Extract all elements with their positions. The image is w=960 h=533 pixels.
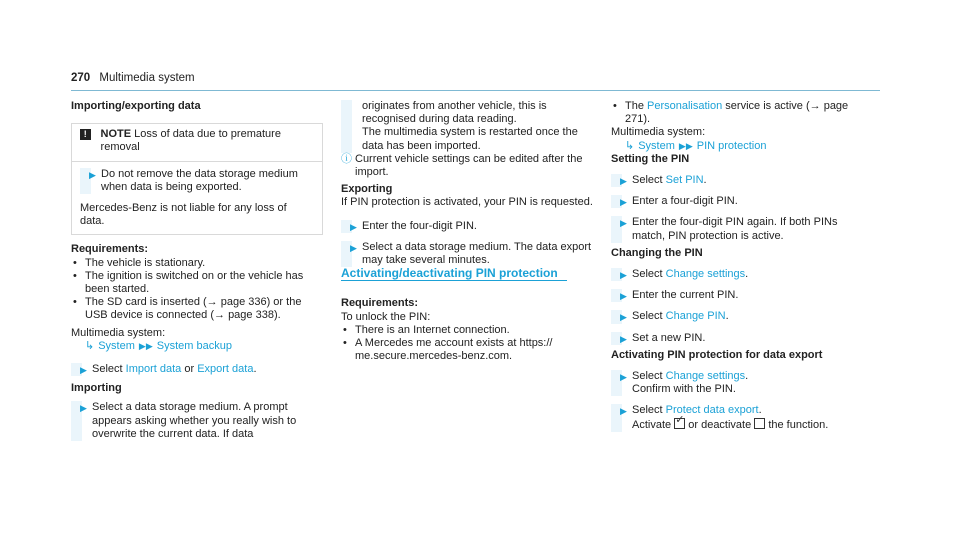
step-arrow-icon: ▶ — [350, 221, 357, 232]
note-divider — [72, 161, 322, 162]
change-pin-step-3 — [611, 310, 863, 323]
text: or — [181, 363, 198, 376]
change-pin-step-1 — [611, 268, 863, 281]
info-text: Current vehicle settings can be edited after the import. — [355, 152, 583, 179]
requirements-heading-2: Requirements: — [341, 297, 419, 310]
list-item: • A Mercedes me account exists at https:// me.secure.mercedes-benz.com. — [341, 337, 593, 363]
text: The — [625, 100, 648, 112]
continued-text-2: The multimedia system is restarted once the data has been imported. — [362, 126, 578, 152]
step-arrow-icon: ▶ — [620, 333, 627, 344]
path-pin-protection[interactable]: PIN protection — [696, 139, 767, 152]
step-arrow-icon: ▶ — [620, 312, 627, 323]
export-step-1 — [341, 220, 593, 233]
change-pin-link[interactable]: Change PIN — [665, 310, 726, 323]
activate-step-1-line2: Confirm with the PIN. — [632, 383, 736, 396]
step-arrow-icon: ▶ — [80, 403, 87, 414]
export-step-2 — [341, 241, 593, 267]
protect-data-export-link[interactable]: Protect data export — [665, 404, 759, 417]
step-arrow-icon: ▶ — [620, 197, 627, 208]
text: . — [725, 310, 729, 323]
path-system[interactable]: System — [638, 139, 675, 152]
list-item: • The vehicle is stationary. — [71, 257, 323, 270]
path-system[interactable]: System — [98, 339, 135, 352]
personalisation-link[interactable]: Personalisation — [647, 100, 723, 112]
import-export-heading: Importing/exporting data — [71, 100, 201, 112]
step-arrow-icon: ▶ — [620, 372, 627, 383]
return-arrow-icon: ↳ — [85, 339, 95, 352]
step-arrow-icon: ▶ — [350, 242, 357, 253]
multimedia-label-2: Multimedia system: — [611, 126, 706, 139]
page-header — [71, 72, 195, 84]
note-step-text: Do not remove the data storage medium when data is being exported. — [101, 167, 298, 193]
menu-path — [71, 340, 323, 353]
change-settings-link[interactable]: Change settings — [665, 268, 746, 281]
chevron-right-icon: ▶▶ — [138, 340, 153, 351]
note-label: NOTE — [100, 128, 132, 141]
header-rule — [71, 90, 880, 91]
note-title: Loss of data due to premature removal — [100, 128, 281, 154]
step-arrow-icon: ▶ — [620, 270, 627, 281]
step-arrow-icon: ▶ — [89, 169, 96, 180]
text: . — [703, 174, 707, 187]
continued-text: originates from another vehicle, this is recognised during data reading. — [362, 100, 547, 126]
step-arrow-icon: ▶ — [620, 406, 627, 417]
text: Select — [632, 404, 666, 417]
set-pin-link[interactable]: Set PIN — [665, 174, 704, 187]
section-title: Activating/deactivating PIN protection — [341, 266, 558, 281]
setting-pin-heading: Setting the PIN — [611, 152, 690, 165]
step-arrow-icon: ▶ — [620, 176, 627, 187]
text: or deactivate — [685, 418, 755, 431]
list-item: • The SD card is inserted (→ page 336) or the USB device is connected (→ page 338). — [71, 296, 323, 322]
activate-step-2 — [611, 404, 863, 431]
note-footer: Mercedes-Benz is not liable for any loss of data. — [80, 202, 287, 228]
list-item: • The ignition is switched on or the vehicle has been started. — [71, 270, 323, 296]
activating-heading: Activating PIN protection for data export — [611, 348, 823, 361]
change-pin-step-2 — [611, 289, 863, 302]
text: Select — [632, 370, 666, 383]
step-arrow-icon: ▶ — [620, 218, 627, 229]
importing-step-continued — [341, 100, 593, 153]
set-pin-step-3 — [611, 216, 863, 242]
set-pin-step-3-text: Enter the four-digit PIN again. If both PINs match, PIN protection is active. — [632, 216, 838, 242]
change-pin-step-4-text: Set a new PIN. — [632, 331, 706, 344]
page-header-title: Multimedia system — [99, 72, 195, 84]
info-note — [341, 153, 593, 179]
text: Activate — [632, 418, 675, 431]
text: . — [745, 370, 749, 383]
step-arrow-icon: ▶ — [80, 365, 87, 376]
activate-step-1 — [611, 370, 863, 396]
exporting-heading: Exporting — [341, 183, 393, 196]
checkbox-checked-icon — [674, 418, 685, 429]
section-rule — [341, 280, 567, 281]
multimedia-label: Multimedia system: — [71, 326, 166, 339]
page-number: 270 — [71, 72, 91, 84]
set-pin-step-2 — [611, 195, 863, 208]
note-step — [80, 168, 314, 194]
requirements-heading: Requirements: — [71, 243, 149, 256]
export-step-2-text: Select a data storage medium. The data export may take several minutes. — [362, 240, 592, 267]
set-pin-step-1 — [611, 174, 863, 187]
change-settings-link-2[interactable]: Change settings — [665, 370, 746, 383]
text: the function. — [765, 418, 829, 431]
list-item: • There is an Internet connection. — [341, 324, 593, 337]
export-step-1-text: Enter the four-digit PIN. — [362, 219, 477, 232]
list-item — [611, 100, 863, 126]
column-3 — [611, 100, 863, 432]
import-data-link[interactable]: Import data — [125, 363, 182, 376]
changing-pin-heading: Changing the PIN — [611, 246, 703, 259]
return-arrow-icon: ↳ — [625, 139, 635, 152]
change-pin-step-2-text: Enter the current PIN. — [632, 289, 739, 302]
info-icon: ⓘ — [341, 152, 352, 165]
text: Select — [92, 363, 126, 376]
importing-step — [71, 401, 323, 441]
warning-icon: ! — [80, 129, 91, 140]
path-system-backup[interactable]: System backup — [156, 339, 232, 352]
set-pin-step-2-text: Enter a four-digit PIN. — [632, 195, 738, 208]
text: . — [745, 268, 749, 281]
step-select-import-export — [71, 363, 323, 376]
importing-step-text: Select a data storage medium. A prompt appears asking whether you really wish to overwrite the current data. If data — [92, 401, 297, 440]
chevron-right-icon: ▶▶ — [678, 140, 693, 151]
step-arrow-icon: ▶ — [620, 291, 627, 302]
checkbox-unchecked-icon — [754, 418, 765, 429]
change-pin-step-4 — [611, 332, 863, 345]
text: service is active (→ page 271). — [625, 100, 849, 126]
menu-path-2 — [611, 140, 863, 153]
text: Select — [632, 268, 666, 281]
exporting-text: If PIN protection is activated, your PIN is requested. — [341, 196, 593, 209]
text: . — [253, 363, 257, 376]
unlock-label: To unlock the PIN: — [341, 310, 431, 323]
text: . — [758, 404, 762, 417]
export-data-link[interactable]: Export data — [197, 363, 254, 376]
column-1 — [71, 100, 323, 441]
text: Select — [632, 310, 666, 323]
text: Select — [632, 174, 666, 187]
importing-heading: Importing — [71, 382, 122, 395]
column-2 — [341, 100, 593, 363]
note-box — [71, 123, 323, 235]
